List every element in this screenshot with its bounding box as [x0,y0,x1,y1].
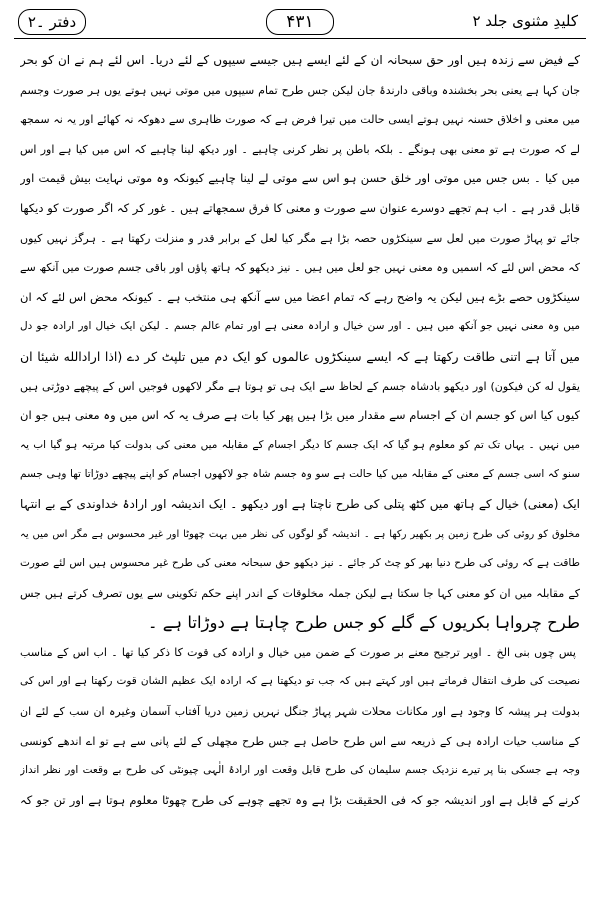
book-title: کلیدِ مثنوی جلد ۲ [472,11,578,30]
text-line: میں وہ معنی نہیں جو آنکھ میں ہیں ۔ اور سن خیال و ارادہ معنی ہے اور تمام عالم جسم ۔ لیکن ایک خیال اور ارادہ جو دل [20,320,580,333]
text-line: یقول له کن فیکون) اور دیکھو بادشاہ جسم کے لحاظ سے ایک ہی تو ہوتا ہے مگر لاکھوں فوجیں اس کے پیچھے دوڑتی ہیں [20,379,580,393]
text-line: کے مقابلہ میں ان کو معنی کہا جا سکتا ہے لیکن جملہ مخلوقات کے اندر اپنے حکم تکوینی سے یوں تصرف کرتے ہیں جس [20,586,580,600]
text-line: پس چوں بنی الخ ۔ اوپر ترجیح معنے بر صورت کے ضمن میں خیال و ارادہ کی قوت کا ذکر کیا تھا ۔ اب اس کے مناسب [20,645,576,659]
text-line: جان کہا ہے یعنی بحر بخشندہ وباقی دارندۂ جان لیکن جس طرح تمام سیپوں میں موتی نہیں ہوتے یوں ہر صورت وجسم [20,83,580,97]
text-line: میں کیا ۔ بس جس میں موتی اور خلق حسن ہو اس سے موتی لے لینا چاہیے کیونکہ وہ موتی نہایت بیش قیمت اور [20,171,580,186]
text-line: کہ محض اس لئے کہ اسمیں وہ معنی نہیں جو لعل میں ہیں ۔ نیز دیکھو کہ ہاتھ پاؤں اور باقی جسم صورت میں آنکھ سے [20,261,580,275]
text-line: کیوں کیا اس کو جسم ان کے اجسام سے مقدار میں بڑا ہیں پھر کیا بات ہے صرف یہ کہ اس میں وہ معنی ہیں جو ان [20,408,580,423]
text-line: جائے تو پہاڑ صورت میں لعل سے سینکڑوں حصہ بڑا ہے مگر کیا لعل کے برابر قدر و منزلت رکھتا ہے ۔ ہرگز نہیں کیوں [20,231,580,245]
text-line: قابل قدر ہے ۔ اب ہم تجھے دوسرے عنوان سے صورت و معنی کا فرق سمجھاتے ہیں ۔ غور کر کہ اگر صورت کو دیکھا [20,200,580,215]
text-line: لے کہ صورت ہے تو معنی بھی ہونگے ۔ بلکہ باطن پر نظر کرنی چاہیے ۔ اور دیکھ لینا چاہیے کہ اس میں کیا ہے اور اس [20,142,580,156]
text-line: کے فیض سے زندہ ہیں اور حق سبحانہ ان کے لئے ایسے ہیں جیسے سیپوں کے لئے دریا۔ اس لئے ہم نے ان کو بحر [20,53,580,67]
text-line: طاقت ہے کہ روئی کی طرح دنیا بھر کو چٹ کر جائے ۔ نیز دیکھو حق سبحانہ معنی کی طرح غیر محسوس ہیں اس لئے صورت [20,557,580,570]
text-line: سینکڑوں حصے بڑے ہیں لیکن یہ واضح رہے کہ تمام اعضا میں سے آنکھ ہی منتخب ہے ۔ کیونکہ محض اس لئے کہ ان [20,289,580,304]
volume-label: دفتر ۔۲ [18,9,86,35]
page-header [0,0,600,44]
text-line: نصیحت کی طرف انتقال فرماتے ہیں اور کہتے ہیں کہ جب تو دیکھتا ہے کہ ارادہ ایک عظیم الشان قوت رکھتا ہے اور اس کی [20,675,580,688]
text-line: مخلوق کو روئی کی طرح زمین پر بکھیر رکھا ہے ۔ اندیشہ گو لوگوں کی نظر میں بہت چھوٹا اور غیر محسوس ہے مگر اس میں یہ [20,528,580,540]
text-line: کے مناسب حیات ارادہ ہی کے ذریعہ سے اس طرح حاصل ہے جس طرح مچھلی کے لئے پانی سے ہے تو اے اندھے کونسی [20,734,580,748]
body-text [20,46,580,815]
text-line: میں آتا ہے اتنی طاقت رکھتا ہے کہ ایسے سینکڑوں عالموں کو ایک دم میں تلپٹ کر دے (اذا ارادالله شیئا ان [20,348,580,364]
text-line: سنو کہ اسی جسم کے معنی کے مقابلہ میں کیا حالت ہے سو وہ جسم شاہ جو لاکھوں اجسام کو اپنے پیچھے دوڑاتا تھا وہی جسم [20,468,580,481]
text-line: بدولت ہر پیشہ کا وجود ہے اور مکانات محلات شہر پہاڑ جنگل نہریں زمین دریا آفتاب آسمان وغیرہ ان سب کے لئے ان [20,705,580,719]
text-line: ایک (معنی) خیال کے ہاتھ میں کٹھ پتلی کی طرح ناچتا ہے اور دیکھو ۔ ایک اندیشہ اور ارادۂ خداوندی کے بے انتہا [20,496,580,511]
text-line: وجہ ہے جسکی بنا پر تیرے نزدیک جسم سلیمان کی طرح قابل وقعت اور ارادۂ الٰہی چیونٹی کی طرح بے وقعت اور نظر انداز [20,764,580,777]
text-line: میں نہیں ۔ یہاں تک تم کو معلوم ہو گیا کہ ایک جسم کا دیگر اجسام کے مقابلہ میں معنی کی بدولت کیا مرتبہ ہو گیا اب یہ [20,438,580,451]
page-number: ۴۳۱ [266,9,334,35]
header-rule [14,38,586,39]
text-line: کرنے کے قابل ہے اور اندیشہ جو کہ فی الحقیقت بڑا ہے وہ تجھے چوہے کی طرح چھوٹا معلوم ہوتا ہے اور تن جو کہ [20,792,580,807]
text-line: طرح چرواہا بکریوں کے گلے کو جس طرح چاہتا ہے دوڑاتا ہے ۔ [147,613,580,633]
text-line: میں معنی و اخلاق حسنہ نہیں ہوتے ایسی حالت میں تیرا فرض ہے کہ صورت ظاہری سے دھوکہ نہ کھائے اور یہ نہ سمجھ [20,113,580,127]
